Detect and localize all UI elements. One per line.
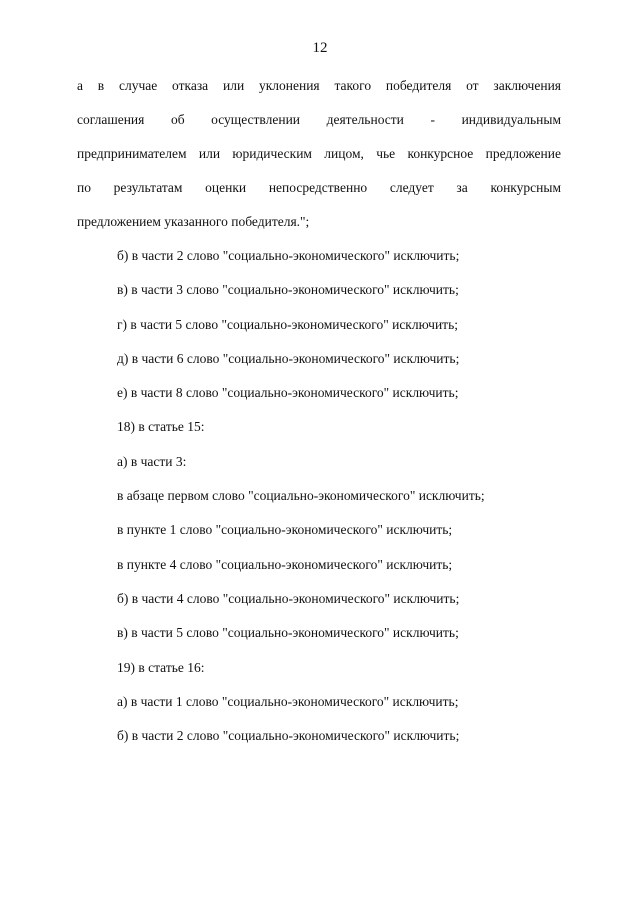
amendment-item: б) в части 2 слово "социально-экономического" исключить; (117, 728, 460, 744)
amendment-item: в пункте 4 слово "социально-экономического" исключить; (117, 556, 453, 572)
amendment-list (117, 246, 577, 760)
page-number: 12 (312, 40, 328, 56)
article-heading: 18) в статье 15: (117, 419, 205, 435)
amendment-item: в абзаце первом слово "социально-экономического" исключить; (117, 488, 485, 504)
paragraph-line: предложением указанного победителя."; (77, 214, 310, 229)
amendment-item: г) в части 5 слово "социально-экономического" исключить; (117, 316, 458, 332)
amendment-item: в) в части 5 слово "социально-экономического" исключить; (117, 625, 459, 641)
paragraph-line: а в случае отказа или уклонения такого победителя от заключения (77, 78, 561, 93)
amendment-item: д) в части 6 слово "социально-экономического" исключить; (117, 350, 460, 366)
paragraph-line: соглашения об осуществлении деятельности - индивидуальным (77, 112, 561, 127)
article-heading: 19) в статье 16: (117, 659, 205, 675)
paragraph-line: предпринимателем или юридическим лицом, чье конкурсное предложение (77, 146, 561, 161)
amendment-item: а) в части 1 слово "социально-экономического" исключить; (117, 693, 459, 709)
part-heading: а) в части 3: (117, 453, 187, 469)
amendment-item: е) в части 8 слово "социально-экономического" исключить; (117, 385, 459, 401)
paragraph-line: по результатам оценки непосредственно следует за конкурсным (77, 180, 561, 195)
amendment-item: в) в части 3 слово "социально-экономического" исключить; (117, 282, 459, 298)
amendment-item: б) в части 2 слово "социально-экономического" исключить; (117, 248, 460, 263)
continuation-paragraph (77, 76, 561, 246)
amendment-item: в пункте 1 слово "социально-экономического" исключить; (117, 522, 453, 538)
amendment-item: б) в части 4 слово "социально-экономического" исключить; (117, 590, 460, 606)
